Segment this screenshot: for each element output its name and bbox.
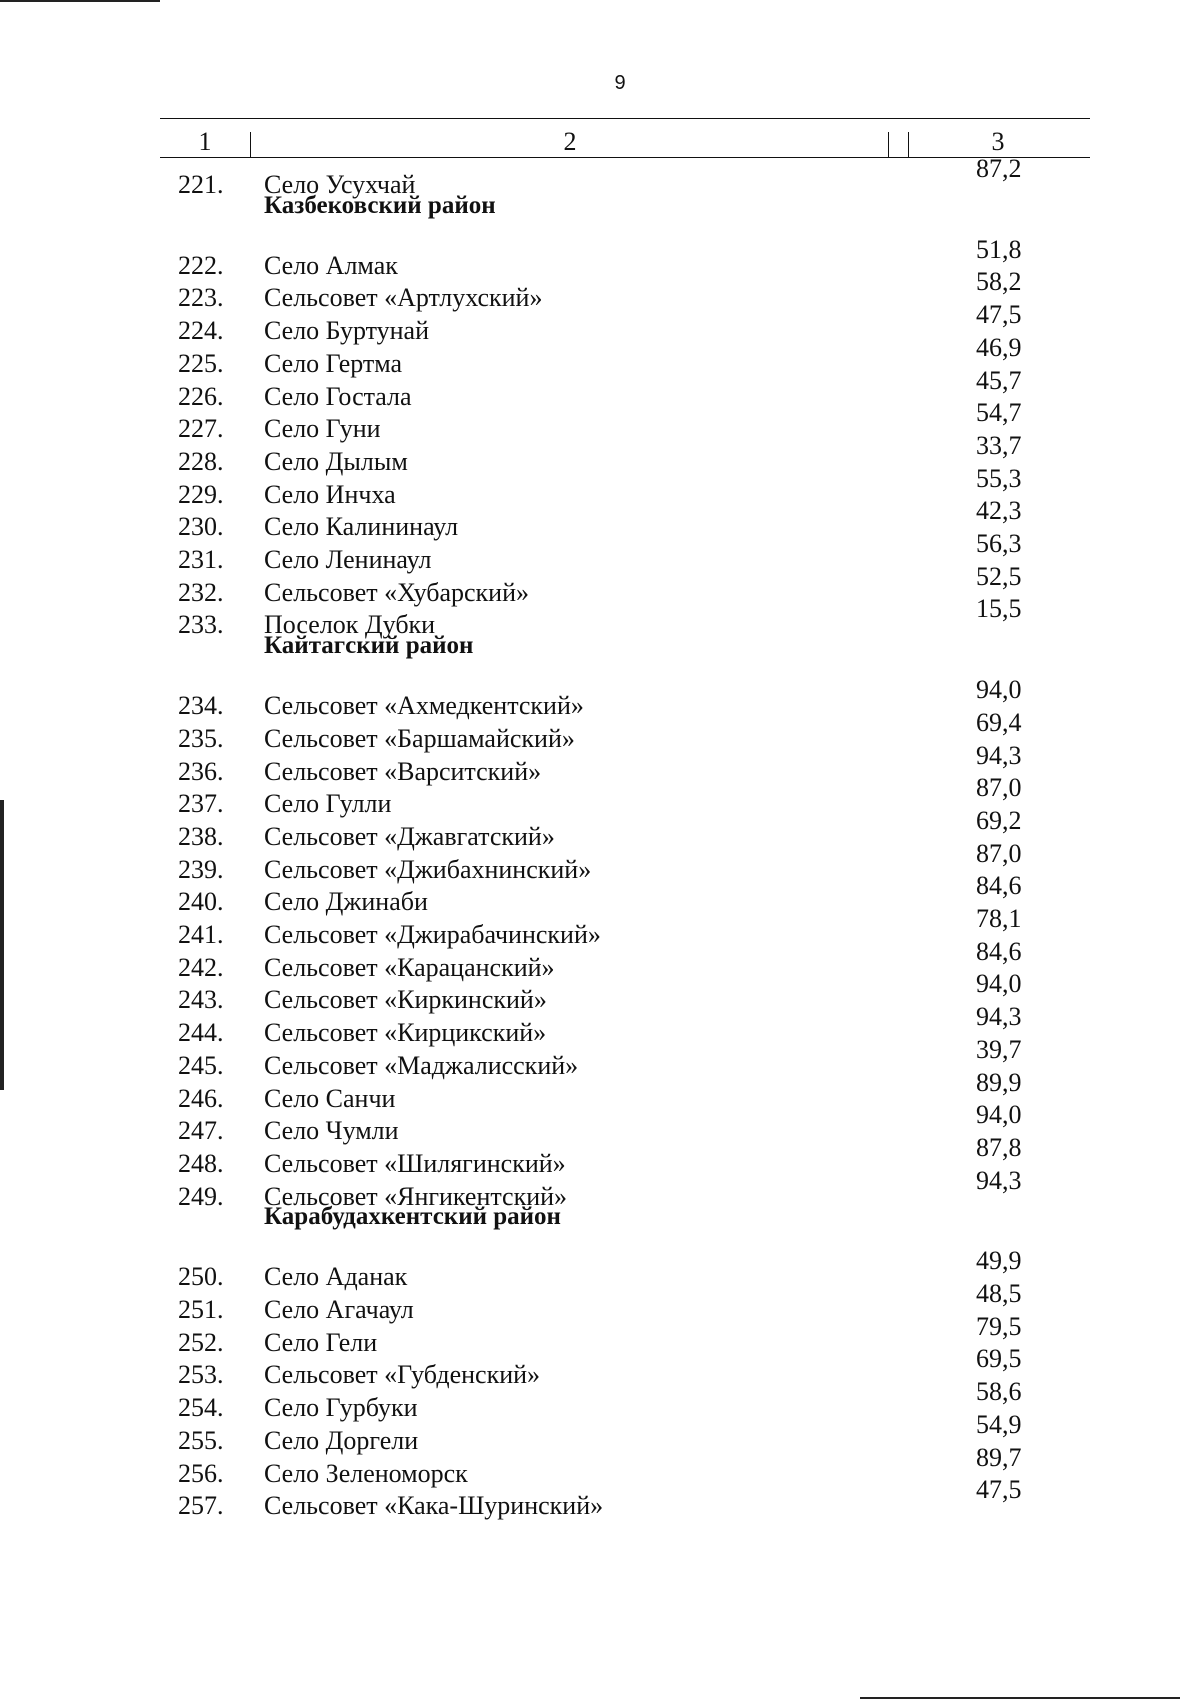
row-number: 248. xyxy=(178,1148,224,1178)
settlement-name: Село Джинаби xyxy=(264,887,428,917)
row-number: 221. xyxy=(178,170,224,199)
settlement-name: Село Гостала xyxy=(264,381,412,411)
row-number: 226. xyxy=(178,381,224,411)
row-number: 257. xyxy=(178,1491,224,1521)
row-value: 94,3 xyxy=(976,1002,1022,1032)
settlement-name: Сельсовет «Кака-Шуринский» xyxy=(264,1491,604,1521)
row-number: 229. xyxy=(178,479,224,509)
row-number: 256. xyxy=(178,1458,224,1488)
row-number: 251. xyxy=(178,1295,224,1324)
table-header-col3: 3 xyxy=(991,127,1005,156)
row-value: 47,5 xyxy=(976,1475,1022,1505)
settlement-name: Сельсовет «Ахмедкентский» xyxy=(264,691,584,721)
row-value: 94,3 xyxy=(976,1165,1022,1195)
row-number: 224. xyxy=(178,316,224,346)
table-header-top-rule xyxy=(160,118,1090,119)
row-value: 87,8 xyxy=(976,1132,1022,1162)
settlement-name: Сельсовет «Маджалисский» xyxy=(264,1050,579,1080)
settlement-name: Сельсовет «Янгикентский» xyxy=(264,1181,568,1211)
row-value: 58,2 xyxy=(976,267,1022,297)
settlement-name: Село Санчи xyxy=(264,1083,396,1113)
district-heading: Казбековский район xyxy=(264,191,496,219)
settlement-name: Сельсовет «Киркинский» xyxy=(264,985,547,1015)
row-number: 252. xyxy=(178,1327,224,1357)
settlement-name: Село Буртунай xyxy=(264,316,430,346)
row-number: 254. xyxy=(178,1393,224,1423)
row-value: 45,7 xyxy=(976,365,1022,395)
row-number: 250. xyxy=(178,1262,224,1292)
row-number: 234. xyxy=(178,691,224,721)
row-number: 253. xyxy=(178,1360,224,1390)
row-number: 227. xyxy=(178,414,224,444)
settlement-name: Сельсовет «Хубарский» xyxy=(264,577,530,607)
row-number: 231. xyxy=(178,545,224,574)
settlement-name: Село Гуни xyxy=(264,414,381,444)
settlement-name: Сельсовет «Джавгатский» xyxy=(264,821,555,851)
scan-mark xyxy=(0,800,4,1090)
district-heading: Карабудахкентский район xyxy=(264,1203,561,1231)
settlement-name: Сельсовет «Варситский» xyxy=(264,756,542,786)
row-value: 15,5 xyxy=(976,594,1022,624)
row-value: 87,0 xyxy=(976,773,1022,803)
row-value: 87,2 xyxy=(976,154,1022,183)
row-value: 84,6 xyxy=(976,936,1022,966)
table-row xyxy=(0,154,1200,199)
row-value: 94,3 xyxy=(976,740,1022,770)
row-value: 94,0 xyxy=(976,675,1022,705)
settlement-name: Поселок Дубки xyxy=(264,610,436,640)
row-value: 55,3 xyxy=(976,463,1022,493)
row-number: 245. xyxy=(178,1050,224,1080)
settlement-name: Село Инчха xyxy=(264,479,396,509)
row-value: 51,8 xyxy=(976,234,1022,264)
settlement-name: Село Дылым xyxy=(264,446,408,476)
row-value: 94,0 xyxy=(976,969,1022,999)
row-value: 48,5 xyxy=(976,1279,1022,1308)
row-value: 49,9 xyxy=(976,1246,1022,1276)
row-value: 42,3 xyxy=(976,496,1022,526)
settlement-name: Село Алмак xyxy=(264,250,398,280)
settlement-name: Сельсовет «Джирабачинский» xyxy=(264,920,601,949)
settlement-name: Село Усухчай xyxy=(264,170,416,199)
scan-mark xyxy=(0,0,160,2)
row-value: 52,5 xyxy=(976,561,1022,591)
settlement-name: Село Зеленоморск xyxy=(264,1458,468,1488)
row-number: 223. xyxy=(178,283,224,313)
row-number: 249. xyxy=(178,1181,224,1211)
row-number: 225. xyxy=(178,348,224,378)
table-row xyxy=(0,594,1200,640)
row-number: 235. xyxy=(178,723,224,753)
row-value: 69,4 xyxy=(976,707,1022,737)
settlement-name: Сельсовет «Артлухский» xyxy=(264,283,543,313)
row-value: 39,7 xyxy=(976,1034,1022,1064)
row-value: 69,2 xyxy=(976,805,1022,835)
settlement-name: Село Чумли xyxy=(264,1116,399,1146)
row-value: 78,1 xyxy=(976,904,1022,933)
row-number: 247. xyxy=(178,1116,224,1146)
settlement-name: Сельсовет «Кирцикский» xyxy=(264,1018,547,1048)
settlement-name: Село Агачаул xyxy=(264,1295,414,1324)
settlement-name: Сельсовет «Губденский» xyxy=(264,1360,541,1390)
settlement-name: Село Гертма xyxy=(264,348,403,378)
settlement-name: Село Аданак xyxy=(264,1262,408,1292)
row-value: 54,9 xyxy=(976,1409,1022,1439)
row-value: 33,7 xyxy=(976,430,1022,460)
settlement-name: Сельсовет «Карацанский» xyxy=(264,952,555,982)
table-row xyxy=(0,1165,1200,1211)
row-number: 233. xyxy=(178,610,224,640)
row-value: 94,0 xyxy=(976,1100,1022,1130)
row-number: 241. xyxy=(178,920,224,949)
row-number: 230. xyxy=(178,512,224,542)
settlement-name: Село Калининаул xyxy=(264,512,459,542)
table-row xyxy=(0,1475,1200,1521)
row-number: 228. xyxy=(178,446,224,476)
row-number: 246. xyxy=(178,1083,224,1113)
settlement-name: Село Гулли xyxy=(264,789,392,819)
settlement-name: Сельсовет «Баршамайский» xyxy=(264,723,575,753)
row-number: 239. xyxy=(178,854,224,884)
settlement-name: Село Гурбуки xyxy=(264,1393,418,1423)
row-number: 238. xyxy=(178,821,224,851)
row-number: 255. xyxy=(178,1425,224,1455)
row-value: 84,6 xyxy=(976,871,1022,901)
row-value: 87,0 xyxy=(976,838,1022,868)
table-header-bottom-rule xyxy=(160,157,1090,158)
row-number: 237. xyxy=(178,789,224,819)
row-value: 54,7 xyxy=(976,398,1022,428)
settlement-name: Село Доргели xyxy=(264,1425,419,1455)
settlement-name: Сельсовет «Джибахнинский» xyxy=(264,854,592,884)
row-value: 56,3 xyxy=(976,529,1022,558)
row-number: 244. xyxy=(178,1018,224,1048)
row-value: 69,5 xyxy=(976,1344,1022,1374)
settlement-name: Село Ленинаул xyxy=(264,545,432,574)
table-header-col2: 2 xyxy=(563,127,577,156)
row-value: 47,5 xyxy=(976,300,1022,330)
row-number: 240. xyxy=(178,887,224,917)
row-value: 46,9 xyxy=(976,332,1022,362)
row-value: 79,5 xyxy=(976,1311,1022,1341)
page-number: 9 xyxy=(614,72,626,94)
district-heading: Кайтагский район xyxy=(264,632,474,660)
row-number: 236. xyxy=(178,756,224,786)
scan-mark xyxy=(860,1697,1180,1699)
row-value: 58,6 xyxy=(976,1377,1022,1407)
settlement-name: Сельсовет «Шилягинский» xyxy=(264,1148,566,1178)
row-number: 242. xyxy=(178,952,224,982)
row-number: 222. xyxy=(178,250,224,280)
row-number: 243. xyxy=(178,985,224,1015)
row-number: 232. xyxy=(178,577,224,607)
settlement-name: Село Гели xyxy=(264,1327,378,1357)
row-value: 89,7 xyxy=(976,1442,1022,1472)
row-value: 89,9 xyxy=(976,1067,1022,1097)
table-header-col1: 1 xyxy=(198,127,212,156)
